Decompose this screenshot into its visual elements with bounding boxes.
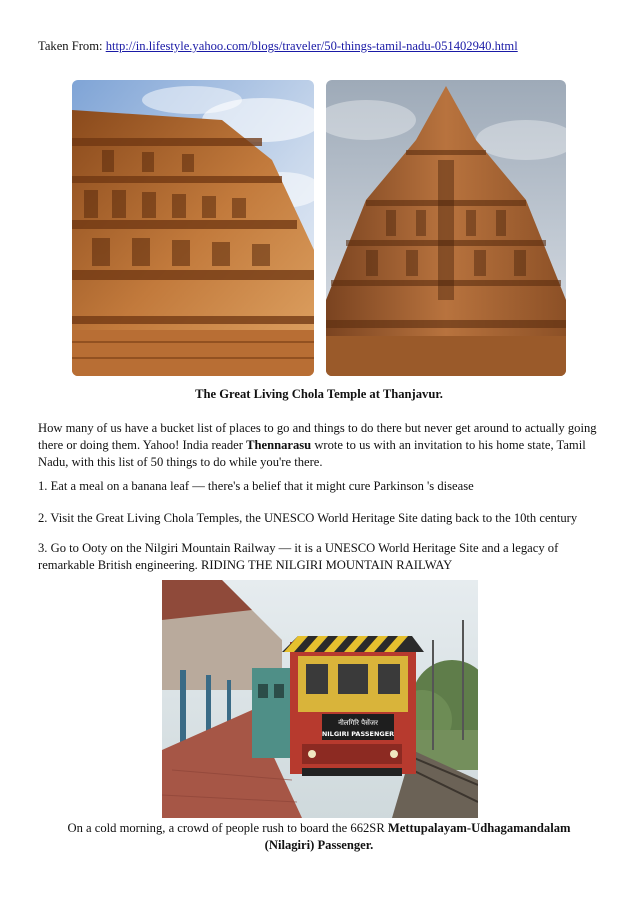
train-name: Mettupalayam-Udhagamandalam (Nilagiri) Passenger. [264, 821, 571, 852]
train-caption-text: On a cold morning, a crowd of people rush to board the 662SR [67, 821, 388, 835]
reader-name: Thennarasu [246, 438, 312, 452]
source-link[interactable]: http://in.lifestyle.yahoo.com/blogs/traveler/50-things-tamil-nadu-051402940.html [105, 39, 518, 53]
temple-carving-photo [72, 80, 314, 376]
list-item-1: 1. Eat a meal on a banana leaf — there's a belief that it might cure Parkinson 's disease [38, 479, 474, 493]
train-sign-english: NILGIRI PASSENGER [321, 730, 395, 738]
intro-text-1: How many of us have a bucket list of places to go and things to do there but never get around to actually going there or doing them. Yahoo! India reader [38, 421, 597, 452]
temple-tower-photo [326, 80, 566, 376]
temple-caption: The Great Living Chola Temple at Thanjavur. [195, 387, 443, 401]
intro-paragraph [38, 420, 604, 471]
list-item-3: 3. Go to Ooty on the Nilgiri Mountain Railway — it is a UNESCO World Heritage Site and a legacy of remarkable British engineering. RIDING THE NILGIRI MOUNTAIN RAILWAY [38, 541, 559, 572]
source-line [38, 38, 518, 55]
source-prefix: Taken From: [38, 39, 103, 53]
train-sign-hindi: नीलगिरि पैसेंजर [338, 719, 378, 727]
list-item-2: 2. Visit the Great Living Chola Temples, the UNESCO World Heritage Site dating back to the 10th century [38, 511, 578, 525]
intro-text-2: wrote to us with an invitation to his home state, Tamil Nadu, with this list of 50 things to do while you're there. [38, 438, 586, 469]
nilgiri-train-photo [162, 580, 478, 818]
train-caption [54, 820, 584, 854]
